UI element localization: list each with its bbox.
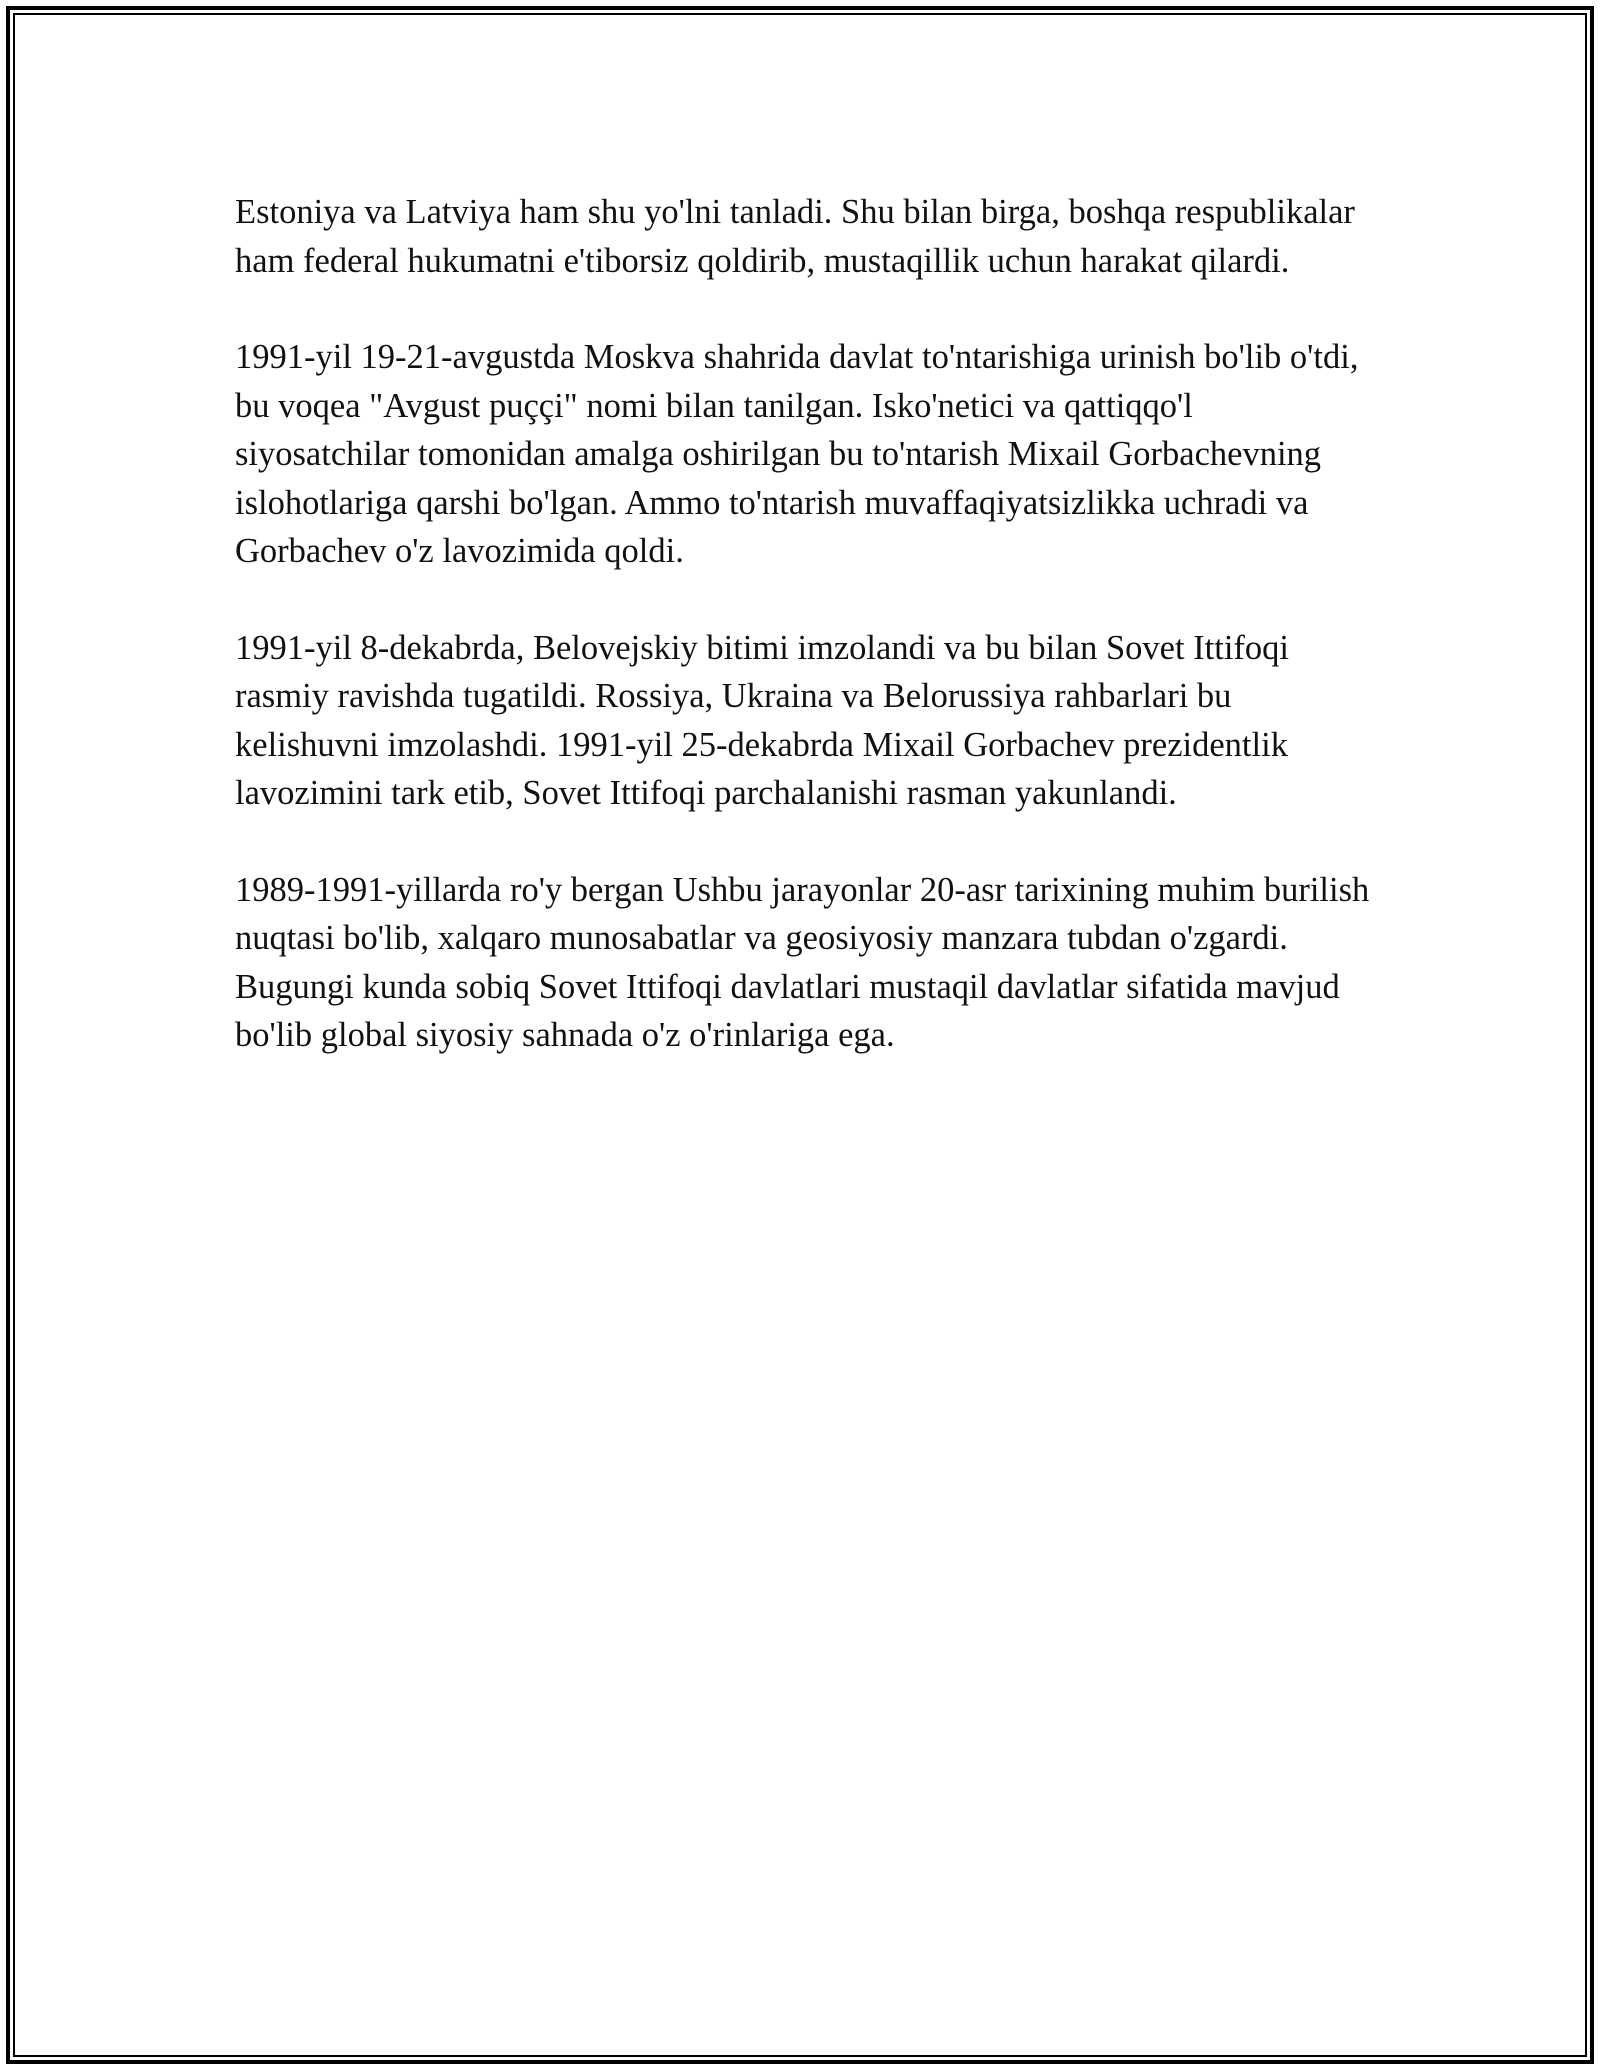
document-body [235, 188, 1370, 1108]
paragraph-2: 1991-yil 19-21-avgustda Moskva shahrida davlat to'ntarishiga urinish bo'lib o'tdi, bu voqea "Avgust puççi" nomi bilan tanilgan. Isko'netici va qattiqqo'l siyosatchilar tomonidan amalga oshirilgan bu to'ntarish Mixail Gorbachevning islohotlariga qarshi bo'lgan. Ammo to'ntarish muvaffaqiyatsizlikka uchradi va Gorbachev o'z lavozimida qoldi. [235, 338, 1359, 570]
paragraph-4: 1989-1991-yillarda ro'y bergan Ushbu jarayonlar 20-asr tarixining muhim burilish nuqtasi bo'lib, xalqaro munosabatlar va geosiyosiy manzara tubdan o'zgardi. Bugungi kunda sobiq Sovet Ittifoqi davlatlari mustaqil davlatlar sifatida mavjud bo'lib global siyosiy sahnada o'z o'rinlariga ega. [235, 870, 1370, 1054]
paragraph-3: 1991-yil 8-dekabrda, Belovejskiy bitimi imzolandi va bu bilan Sovet Ittifoqi rasmiy ravishda tugatildi. Rossiya, Ukraina va Belorussiya rahbarlari bu kelishuvni imzolashdi. 1991-yil 25-dekabrda Mixail Gorbachev prezidentlik lavozimini tark etib, Sovet Ittifoqi parchalanishi rasman yakunlandi. [235, 628, 1289, 812]
paragraph-1: Estoniya va Latviya ham shu yo'lni tanladi. Shu bilan birga, boshqa respublikalar ham federal hukumatni e'tiborsiz qoldirib, mustaqillik uchun harakat qilardi. [235, 193, 1355, 280]
